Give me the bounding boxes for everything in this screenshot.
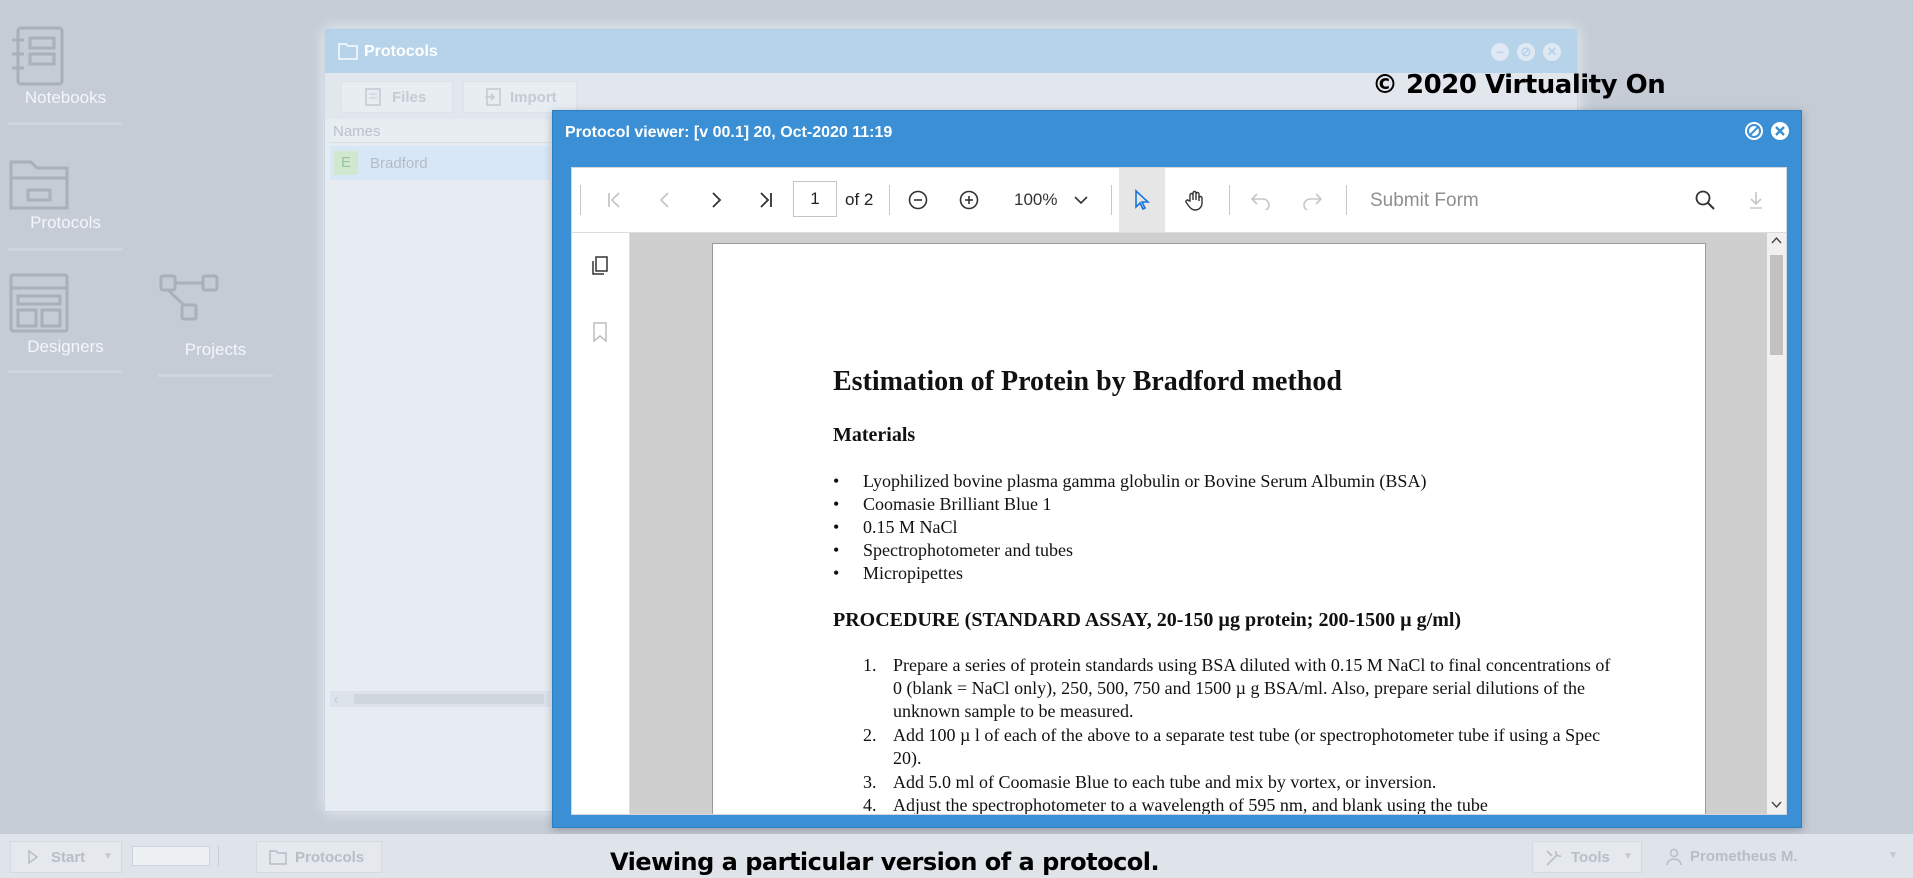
chevron-down-icon[interactable] (1066, 168, 1096, 232)
taskbar-search-input[interactable] (132, 846, 210, 866)
procedure-heading: PROCEDURE (STANDARD ASSAY, 20-150 µg protein; 200-1500 µ g/ml) (833, 609, 1462, 631)
step-text: Adjust the spectrophotometer to a wavelength of 595 nm, and blank using the tube (893, 795, 1488, 814)
layout-icon (8, 272, 123, 334)
play-icon (27, 850, 39, 864)
taskbar-protocols-label: Protocols (295, 849, 365, 866)
copyright-notice: © 2020 Virtuality On (1372, 70, 1666, 100)
bookmark-icon[interactable] (591, 321, 609, 343)
user-name: Prometheus M. (1690, 848, 1798, 865)
chevron-down-icon[interactable] (1771, 799, 1782, 810)
scrollbar-thumb[interactable] (1770, 255, 1783, 355)
undo-icon[interactable] (1236, 168, 1286, 232)
step-number: 4. (863, 795, 877, 814)
desktop-tile-label: Notebooks (24, 88, 107, 107)
taskbar-divider (218, 846, 219, 866)
page-number-input[interactable]: 1 (793, 181, 837, 217)
close-icon[interactable] (1771, 122, 1789, 140)
toolbar-divider (580, 185, 581, 215)
protocols-window-title: Protocols (364, 43, 438, 60)
last-page-icon[interactable] (741, 168, 791, 232)
select-tool-icon[interactable] (1119, 168, 1165, 232)
maximize-icon[interactable] (1745, 122, 1763, 140)
names-header-label: Names (333, 123, 381, 140)
import-icon (484, 88, 502, 106)
page-thumbnails-icon[interactable] (590, 255, 610, 277)
tools-button[interactable] (1532, 841, 1642, 873)
folder-icon (8, 156, 123, 210)
desktop-tile-protocols[interactable] (8, 140, 123, 251)
desktop-tile-designers[interactable] (8, 262, 123, 373)
folder-icon (269, 849, 287, 865)
procedure-step (863, 794, 1613, 814)
desktop-tile-label: Projects (184, 340, 247, 359)
page-total: of 2 (845, 190, 874, 209)
desktop-tile-projects[interactable] (158, 266, 273, 377)
first-page-icon[interactable] (589, 168, 639, 232)
status-badge: E (334, 151, 358, 175)
viewer-window-title: Protocol viewer: [v 00.1] 20, Oct-2020 11:19 (565, 124, 893, 141)
user-menu[interactable] (1658, 841, 1904, 871)
zoom-out-icon[interactable] (893, 168, 943, 232)
thumbnail-sidebar (572, 233, 630, 814)
list-item: • Lyophilized bovine plasma gamma globulin or Bovine Serum Albumin (BSA) (863, 471, 1426, 492)
maximize-icon[interactable]: ⊘ (1517, 43, 1535, 61)
procedure-step (863, 724, 1613, 770)
vertical-scrollbar[interactable] (1767, 233, 1786, 814)
document-canvas[interactable] (630, 233, 1767, 814)
procedure-step (863, 654, 1613, 723)
toolbar-divider (1229, 185, 1230, 215)
minimize-icon[interactable]: – (1491, 43, 1509, 61)
user-icon (1666, 848, 1682, 866)
scrollbar-thumb[interactable] (354, 694, 544, 704)
taskbar-protocols-button[interactable] (256, 841, 382, 873)
pdf-toolbar (572, 168, 1786, 233)
pdf-page (712, 243, 1706, 814)
tools-label: Tools (1571, 849, 1610, 866)
desktop-tile-label: Protocols (30, 213, 101, 232)
list-item: • Spectrophotometer and tubes (863, 540, 1073, 561)
protocols-window-titlebar[interactable] (325, 29, 1577, 73)
next-page-icon[interactable] (691, 168, 741, 232)
import-button[interactable] (463, 81, 577, 113)
close-icon[interactable]: ✕ (1543, 43, 1561, 61)
notebook-icon (8, 24, 123, 86)
caption-text: Viewing a particular version of a protocol. (610, 848, 1160, 876)
zoom-select[interactable]: 100% (1014, 190, 1058, 209)
desktop-tile-label: Designers (27, 337, 104, 356)
procedure-step (863, 771, 1613, 794)
chevron-down-icon: ▼ (103, 851, 113, 862)
start-button[interactable] (10, 841, 122, 873)
pan-tool-icon[interactable] (1170, 168, 1220, 232)
list-item: • 0.15 M NaCl (863, 517, 958, 538)
list-item: • Coomasie Brilliant Blue 1 (863, 494, 1051, 515)
list-item[interactable] (330, 146, 550, 180)
toolbar-divider (1346, 185, 1347, 215)
toolbar-divider (889, 185, 890, 215)
download-icon[interactable] (1731, 168, 1781, 232)
hierarchy-icon (158, 273, 273, 323)
chevron-down-icon: ▼ (1623, 851, 1633, 862)
files-button-label: Files (392, 89, 427, 106)
previous-page-icon[interactable] (640, 168, 690, 232)
zoom-in-icon[interactable] (944, 168, 994, 232)
step-number: 2. (863, 725, 877, 745)
list-item: • Micropipettes (863, 563, 963, 584)
redo-icon[interactable] (1287, 168, 1337, 232)
step-text: Add 5.0 ml of Coomasie Blue to each tube and mix by vortex, or inversion. (893, 772, 1437, 792)
step-number: 1. (863, 655, 877, 675)
tools-icon (1545, 849, 1563, 867)
folder-icon (338, 42, 358, 60)
chevron-up-icon[interactable] (1771, 235, 1782, 246)
step-text: Prepare a series of protein standards using BSA diluted with 0.15 M NaCl to final concentrations of 0 (blank = NaCl only), 250, 500, 750 and 1500 µ g BSA/ml. Also, prepare serial dilutions of the unknown sample to be measured. (893, 655, 1611, 721)
chevron-left-icon[interactable]: ‹ (334, 692, 338, 706)
files-button[interactable] (341, 81, 453, 113)
search-icon[interactable] (1680, 168, 1730, 232)
materials-heading: Materials (833, 424, 916, 446)
horizontal-scrollbar[interactable] (330, 691, 550, 707)
document-title: Estimation of Protein by Bradford method (833, 366, 1342, 397)
names-column-header[interactable] (330, 122, 550, 143)
step-number: 3. (863, 772, 877, 792)
pdf-viewer (571, 167, 1787, 815)
step-text: Add 100 µ l of each of the above to a separate test tube (or spectrophotometer tube if using a Spec 20). (893, 725, 1601, 768)
import-button-label: Import (510, 89, 557, 106)
files-icon (364, 88, 382, 106)
desktop-tile-notebooks[interactable] (8, 14, 123, 125)
toolbar-divider (1111, 185, 1112, 215)
list-item-label: Bradford (370, 155, 428, 172)
submit-form-button[interactable]: Submit Form (1370, 190, 1479, 211)
start-label: Start (51, 849, 86, 866)
chevron-down-icon: ▼ (1888, 850, 1898, 861)
protocol-viewer-window (552, 110, 1802, 828)
